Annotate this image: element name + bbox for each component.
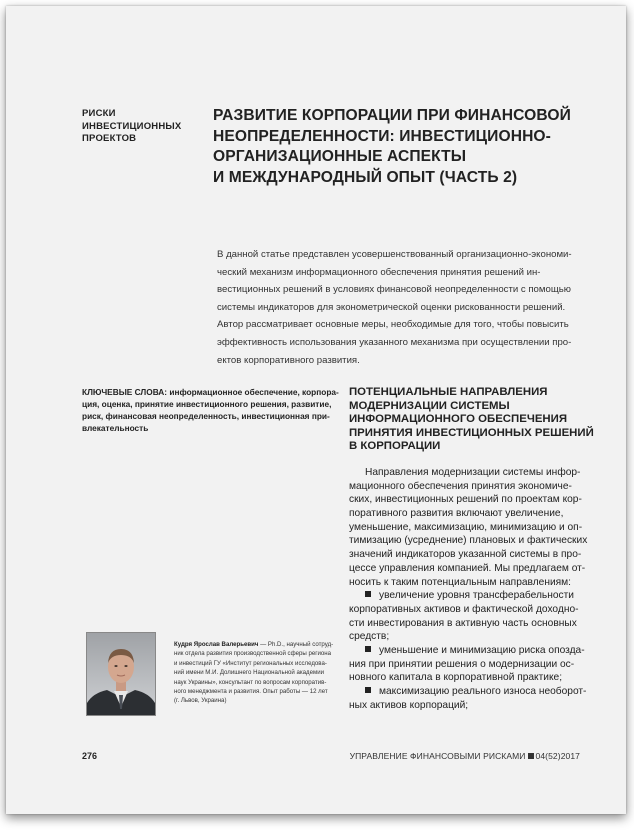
author-line <box>174 640 344 649</box>
author-line: ний имени М.И. Долишнего Национальной академии <box>174 669 324 677</box>
body-line: Направления модернизации системы инфор- <box>365 467 581 478</box>
section-heading-line: МОДЕРНИЗАЦИИ СИСТЕМЫ <box>349 399 510 412</box>
bullet-icon <box>365 687 371 693</box>
bullet-item <box>349 589 599 603</box>
body-line: уменьшение, максимизацию, минимизацию и оп- <box>349 521 583 533</box>
body-line: средств; <box>349 631 390 643</box>
article-title <box>213 106 613 188</box>
keywords-line: ция, оценка, принятие инвестиционного решения, развитие, <box>82 399 332 409</box>
section-heading-line: ПРИНЯТИЯ ИНВЕСТИЦИОННЫХ РЕШЕНИЙ <box>349 426 594 439</box>
keywords-line: влекательность <box>82 423 149 433</box>
body-line: поративного развития включают увеличение, <box>349 508 564 520</box>
keywords-line: риск, финансовая неопределенность, инвестиционная при- <box>82 411 330 421</box>
abstract-line: вестиционных решений в условиях финансовой неопределенности с помощью <box>217 284 571 296</box>
bullet-text: увеличение уровня трансферабельности <box>379 590 574 602</box>
bullet-icon <box>365 646 371 652</box>
section-label-line: ПРОЕКТОВ <box>82 133 137 144</box>
abstract-line: В данной статье представлен усовершенствованный организационно-экономи- <box>217 249 572 260</box>
section-heading-line: ИНФОРМАЦИОННОГО ОБЕСПЕЧЕНИЯ <box>349 413 568 426</box>
journal-page <box>6 6 626 814</box>
author-bio <box>174 640 344 706</box>
author-line: ник отдела развития производственной сферы региона <box>174 650 332 658</box>
author-line: и инвестиций ГУ «Институт региональных исследова- <box>174 659 327 667</box>
title-line: НЕОПРЕДЕЛЕННОСТИ: ИНВЕСТИЦИОННО- <box>213 127 551 145</box>
keywords-line: КЛЮЧЕВЫЕ СЛОВА: информационное обеспечение, корпора- <box>82 387 339 397</box>
body-line: носить к таким потенциальным направлениям: <box>349 576 571 588</box>
author-bio-text: — Ph.D., научный сотруд- <box>258 641 334 648</box>
body-line: ных активов корпораций; <box>349 699 469 711</box>
abstract-line: эффективность использования указанного механизма при осуществлении про- <box>217 336 572 348</box>
body-line: ских, инвестиционных решений по проектам кор- <box>349 494 582 506</box>
abstract-line: ческий механизм информационного обеспечения принятия решений ин- <box>217 266 541 278</box>
abstract-line: Автор рассматривает основные меры, необходимые для того, чтобы повысить <box>217 319 569 331</box>
abstract-line: ектов корпоративного развития. <box>217 354 360 366</box>
bullet-item <box>349 685 599 699</box>
bullet-item <box>349 644 599 658</box>
body-line: значений индикаторов указанной системы в про- <box>349 549 582 561</box>
page-number: 276 <box>82 751 98 761</box>
running-footer <box>350 751 580 761</box>
body-line: цессе управления компанией. Мы предлагаем от- <box>349 562 586 574</box>
section-label <box>82 108 192 146</box>
bullet-text: уменьшение и минимизацию риска опозда- <box>379 644 585 656</box>
body-line: новного капитала в корпоративной практике; <box>349 672 563 684</box>
title-line: И МЕЖДУНАРОДНЫЙ ОПЫТ (ЧАСТЬ 2) <box>213 168 518 186</box>
square-separator-icon <box>528 753 534 759</box>
author-line: ного менеджмента и развития. Опыт работы — 12 лет <box>174 688 328 696</box>
issue-year: 2017 <box>560 751 580 761</box>
body-line: сти инвестирования в активную часть основных <box>349 617 577 629</box>
issue-number: 04(52) <box>535 751 561 761</box>
section-heading <box>349 386 599 454</box>
author-line: (г. Львов, Украина) <box>174 697 227 705</box>
body-text <box>349 466 599 712</box>
title-line: РАЗВИТИЕ КОРПОРАЦИИ ПРИ ФИНАНСОВОЙ <box>213 107 571 124</box>
author-line: наук Украины», консультант по вопросам корпоратив- <box>174 678 327 686</box>
journal-name: УПРАВЛЕНИЕ ФИНАНСОВЫМИ РИСКАМИ <box>349 751 526 761</box>
body-line: тимизацию (усреднение) плановых и фактических <box>349 535 588 547</box>
title-line: ОРГАНИЗАЦИОННЫЕ АСПЕКТЫ <box>213 148 467 165</box>
section-heading-line: ПОТЕНЦИАЛЬНЫЕ НАПРАВЛЕНИЯ <box>349 386 548 398</box>
body-line: мационного обеспечения принятия экономиче- <box>349 480 572 492</box>
abstract <box>217 246 607 369</box>
section-heading-line: В КОРПОРАЦИИ <box>349 440 441 453</box>
keywords <box>82 386 339 434</box>
body-line: ния при принятии решения о модернизации ос- <box>349 658 575 670</box>
section-label-line: РИСКИ <box>82 108 116 119</box>
author-photo <box>86 632 156 716</box>
body-line: корпоративных активов и фактической доходно- <box>349 603 579 615</box>
author-name: Кудря Ярослав Валерьевич <box>174 641 259 648</box>
bullet-text: максимизацию реального износа необорот- <box>379 686 587 697</box>
bullet-icon <box>365 591 371 597</box>
abstract-line: системы индикаторов для эконометрической оценки рискованности решений. <box>217 301 566 313</box>
section-label-line: ИНВЕСТИЦИОННЫХ <box>82 120 182 132</box>
